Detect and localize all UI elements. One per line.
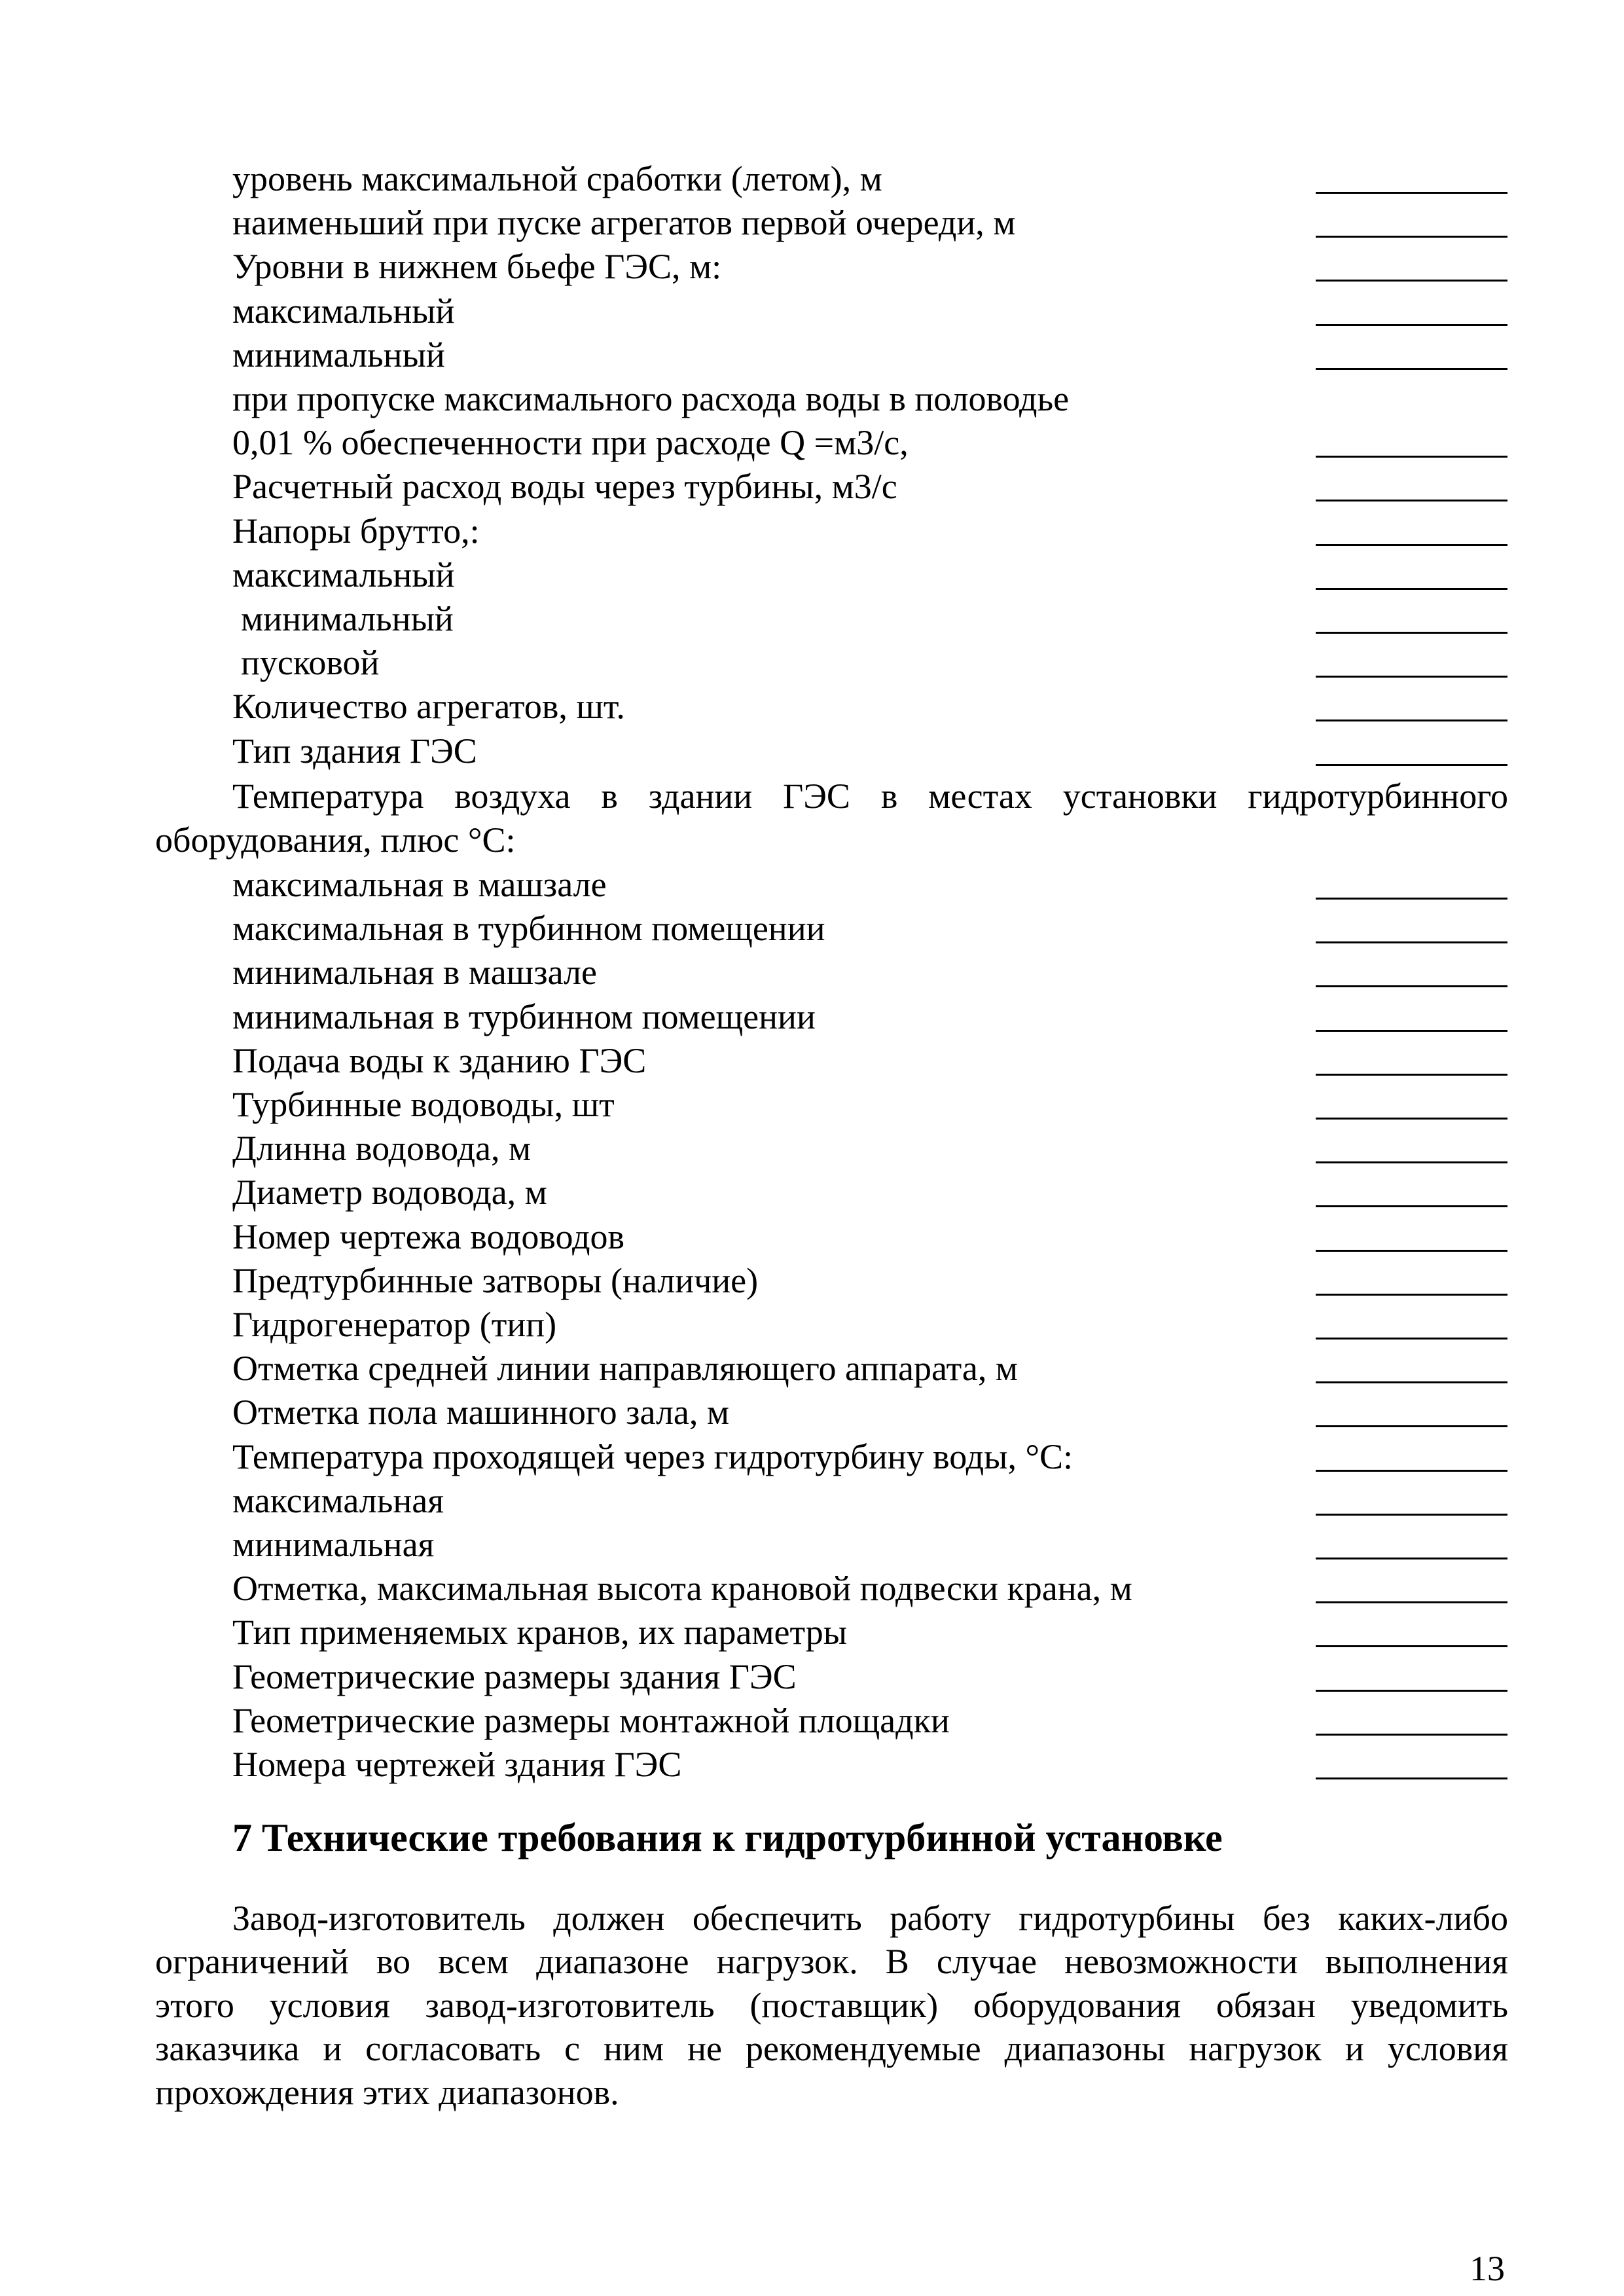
form-row-blank-line[interactable] <box>1316 985 1507 987</box>
paragraph-line: Завод-изготовитель должен обеспечить работу гидротурбины без каких-либо <box>232 1899 1508 1938</box>
form-row-blank-line[interactable] <box>1316 324 1507 326</box>
paragraph-line: заказчика и согласовать с ним не рекомендуемые диапазоны нагрузок и условия <box>155 2029 1508 2068</box>
form-row-label: при пропуске максимального расхода воды в половодье <box>232 379 1070 418</box>
paragraph-line: прохождения этих диапазонов. <box>155 2073 619 2112</box>
form-row-label: Предтурбинные затворы (наличие) <box>232 1260 759 1300</box>
form-row <box>0 597 1624 641</box>
form-row-label: минимальный <box>241 599 454 638</box>
form-row-blank-line[interactable] <box>1316 1250 1507 1252</box>
form-row-label: наименьший при пуске агрегатов первой очереди, м <box>232 203 1016 243</box>
form-row-blank-line[interactable] <box>1316 1161 1507 1163</box>
form-row <box>0 951 1624 994</box>
form-row-blank-line[interactable] <box>1316 544 1507 546</box>
form-row-label: минимальная в турбинном помещении <box>232 996 816 1036</box>
form-row <box>0 1523 1624 1567</box>
paragraph-line: этого условия завод-изготовитель (поставщик) оборудования обязан уведомить <box>155 1986 1508 2025</box>
form-row-blank-line[interactable] <box>1316 764 1507 766</box>
form-row <box>0 289 1624 333</box>
form-row-label: максимальная в машзале <box>232 865 607 904</box>
form-row-label: Расчетный расход воды через турбины, м3/с <box>232 467 897 507</box>
form-row-label: Температура проходящей через гидротурбину воды, °С: <box>232 1436 1074 1476</box>
form-row-blank-line[interactable] <box>1316 1558 1507 1559</box>
form-row-blank-line[interactable] <box>1316 192 1507 194</box>
form-row-label: максимальный <box>232 291 455 331</box>
form-row-label: Тип применяемых кранов, их параметры <box>232 1613 848 1652</box>
form-row-blank-line[interactable] <box>1316 368 1507 370</box>
form-row-label: максимальная <box>232 1480 444 1520</box>
form-row <box>0 1215 1624 1259</box>
temperature-paragraph-line-1: Температура воздуха в здании ГЭС в местах установки гидротурбинного <box>232 776 1508 816</box>
form-row <box>0 465 1624 509</box>
form-row <box>0 1391 1624 1434</box>
form-row-label: Геометрические размеры монтажной площадки <box>232 1700 950 1740</box>
form-row-label: Номера чертежей здания ГЭС <box>232 1745 682 1784</box>
form-row-blank-line[interactable] <box>1316 1734 1507 1736</box>
form-row-label: минимальная <box>232 1525 435 1564</box>
form-row <box>0 995 1624 1039</box>
paragraph-line: ограничений во всем диапазоне нагрузок. В случае невозможности выполнения <box>155 1942 1508 1981</box>
form-row-blank-line[interactable] <box>1316 1645 1507 1647</box>
section-heading: 7 Технические требования к гидротурбинной установке <box>232 1816 1223 1859</box>
form-row-label: Геометрические размеры здания ГЭС <box>232 1656 797 1696</box>
form-row-blank-line[interactable] <box>1316 720 1507 721</box>
form-row <box>0 333 1624 377</box>
form-row-label: Гидрогенератор (тип) <box>232 1305 557 1344</box>
form-row-label: Тип здания ГЭС <box>232 731 477 771</box>
form-row-blank-line[interactable] <box>1316 280 1507 282</box>
form-row <box>0 1347 1624 1391</box>
form-row-blank-line[interactable] <box>1316 236 1507 238</box>
form-row-blank-line[interactable] <box>1316 1074 1507 1076</box>
form-row <box>0 421 1624 465</box>
form-row-label: Отметка, максимальная высота крановой подвески крана, м <box>232 1569 1132 1609</box>
form-row-label: Турбинные водоводы, шт <box>232 1085 615 1124</box>
form-row-blank-line[interactable] <box>1316 500 1507 501</box>
form-row-blank-line[interactable] <box>1316 1205 1507 1207</box>
form-row <box>0 157 1624 201</box>
form-row <box>0 685 1624 729</box>
form-row-blank-line[interactable] <box>1316 1470 1507 1472</box>
form-row-blank-line[interactable] <box>1316 1777 1507 1779</box>
form-row <box>0 1171 1624 1214</box>
form-row <box>0 1303 1624 1347</box>
form-row-label: минимальный <box>232 335 445 374</box>
form-row-blank-line[interactable] <box>1316 1381 1507 1383</box>
form-row-blank-line[interactable] <box>1316 1118 1507 1120</box>
page-number: 13 <box>1470 2249 1505 2288</box>
form-row <box>0 553 1624 597</box>
form-row-label: пусковой <box>241 643 380 683</box>
form-row <box>0 245 1624 289</box>
form-row-label: Уровни в нижнем бьефе ГЭС, м: <box>232 247 722 287</box>
form-row-blank-line[interactable] <box>1316 1425 1507 1427</box>
form-row <box>0 1259 1624 1303</box>
form-row <box>0 729 1624 773</box>
form-row-label: максимальная в турбинном помещении <box>232 909 825 949</box>
form-row-blank-line[interactable] <box>1316 1514 1507 1516</box>
form-row-label: Номер чертежа водоводов <box>232 1216 624 1256</box>
form-row-blank-line[interactable] <box>1316 588 1507 590</box>
form-row-label: Отметка пола машинного зала, м <box>232 1393 730 1432</box>
form-row-label: минимальная в машзале <box>232 953 597 993</box>
form-row <box>0 1479 1624 1523</box>
form-row <box>0 1127 1624 1171</box>
form-row-label: Длинна водовода, м <box>232 1129 532 1169</box>
form-row-blank-line[interactable] <box>1316 456 1507 458</box>
form-row-label: Подача воды к зданию ГЭС <box>232 1040 647 1080</box>
form-row-label: максимальный <box>232 555 455 594</box>
form-row-blank-line[interactable] <box>1316 1294 1507 1296</box>
form-row-blank-line[interactable] <box>1316 632 1507 634</box>
form-row-label: Напоры брутто,: <box>232 511 480 551</box>
form-row-label: Диаметр водовода, м <box>232 1173 547 1212</box>
form-row <box>0 1567 1624 1611</box>
form-row-label: уровень максимальной сработки (летом), м <box>232 159 882 198</box>
form-row-label: Количество агрегатов, шт. <box>232 687 625 727</box>
temperature-paragraph-line-2: оборудования, плюс °С: <box>155 820 516 860</box>
form-row <box>0 1083 1624 1127</box>
form-row <box>0 1743 1624 1787</box>
form-row <box>0 1435 1624 1479</box>
form-row <box>0 863 1624 907</box>
form-row-label: 0,01 % обеспеченности при расходе Q =м3/с, <box>232 423 909 463</box>
form-row-blank-line[interactable] <box>1316 1690 1507 1692</box>
form-row <box>0 1039 1624 1083</box>
form-row-label: Отметка средней линии направляющего аппарата, м <box>232 1349 1018 1389</box>
form-row-blank-line[interactable] <box>1316 898 1507 900</box>
form-row <box>0 1699 1624 1743</box>
form-row <box>0 509 1624 553</box>
form-row <box>0 1611 1624 1654</box>
form-row-blank-line[interactable] <box>1316 1338 1507 1339</box>
form-row-blank-line[interactable] <box>1316 676 1507 678</box>
form-row <box>0 641 1624 685</box>
form-row <box>0 201 1624 245</box>
form-row-blank-line[interactable] <box>1316 1601 1507 1603</box>
form-row <box>0 1655 1624 1699</box>
form-row-blank-line[interactable] <box>1316 941 1507 943</box>
form-row-blank-line[interactable] <box>1316 1030 1507 1032</box>
form-row <box>0 377 1624 421</box>
form-row <box>0 907 1624 951</box>
